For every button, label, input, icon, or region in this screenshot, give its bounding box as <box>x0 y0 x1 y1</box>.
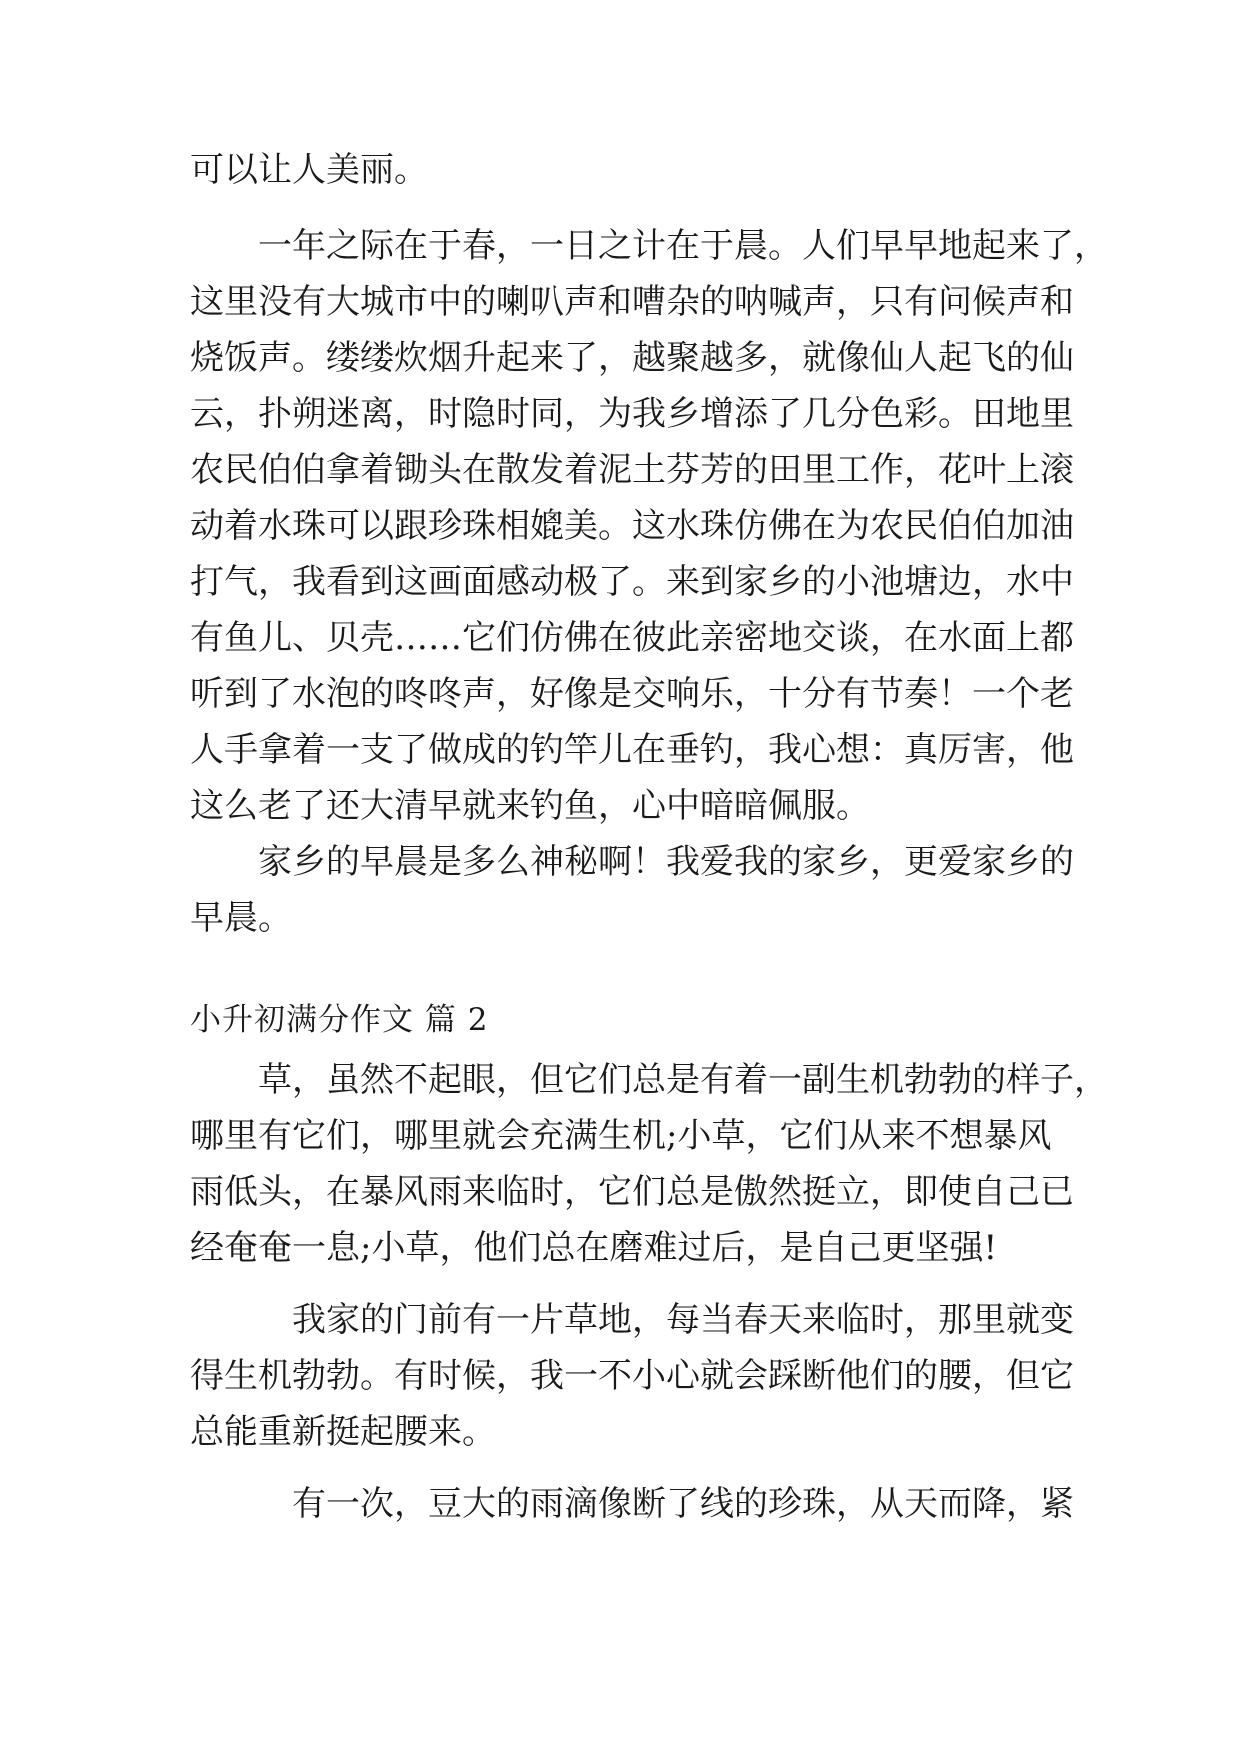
paragraph-line: 烧饭声。缕缕炊烟升起来了，越聚越多，就像仙人起飞的仙 <box>190 338 1074 378</box>
paragraph-line: 云，扑朔迷离，时隐时同，为我乡增添了几分色彩。田地里 <box>190 394 1074 434</box>
paragraph-line: 可以让人美丽。 <box>190 150 428 190</box>
paragraph-line: 总能重新挺起腰来。 <box>190 1412 496 1452</box>
paragraph-line: 雨低头，在暴风雨来临时，它们总是傲然挺立，即使自己已 <box>190 1172 1074 1212</box>
paragraph-line: 我家的门前有一片草地，每当春天来临时，那里就变 <box>292 1300 1074 1340</box>
paragraph-line: 这里没有大城市中的喇叭声和嘈杂的呐喊声，只有问候声和 <box>190 282 1074 322</box>
paragraph-line: 这么老了还大清早就来钓鱼，心中暗暗佩服。 <box>190 786 870 826</box>
paragraph-line: 得生机勃勃。有时候，我一不小心就会踩断他们的腰，但它 <box>190 1356 1074 1396</box>
paragraph-line: 一年之际在于春，一日之计在于晨。人们早早地起来了， <box>258 226 1108 266</box>
paragraph-line: 有鱼儿、贝壳……它们仿佛在彼此亲密地交谈，在水面上都 <box>190 618 1074 658</box>
paragraph-line: 经奄奄一息;小草，他们总在磨难过后，是自己更坚强! <box>190 1228 998 1268</box>
paragraph-line: 人手拿着一支了做成的钓竿儿在垂钓，我心想：真厉害，他 <box>190 730 1074 770</box>
paragraph-line: 打气，我看到这画面感动极了。来到家乡的小池塘边，水中 <box>190 562 1074 602</box>
paragraph-line: 农民伯伯拿着锄头在散发着泥土芬芳的田里工作，花叶上滚 <box>190 450 1074 490</box>
paragraph-line: 有一次，豆大的雨滴像断了线的珍珠，从天而降，紧 <box>292 1484 1074 1524</box>
paragraph-line: 听到了水泡的咚咚声，好像是交响乐，十分有节奏！一个老 <box>190 674 1074 714</box>
paragraph-line: 家乡的早晨是多么神秘啊！我爱我的家乡，更爱家乡的 <box>258 842 1074 882</box>
paragraph-line: 哪里有它们，哪里就会充满生机;小草，它们从来不想暴风 <box>190 1116 1052 1156</box>
paragraph-line: 早晨。 <box>190 898 292 938</box>
section-heading: 小升初满分作文 篇 2 <box>190 1002 489 1038</box>
paragraph-line: 草，虽然不起眼，但它们总是有着一副生机勃勃的样子， <box>258 1060 1108 1100</box>
paragraph-line: 动着水珠可以跟珍珠相媲美。这水珠仿佛在为农民伯伯加油 <box>190 506 1074 546</box>
